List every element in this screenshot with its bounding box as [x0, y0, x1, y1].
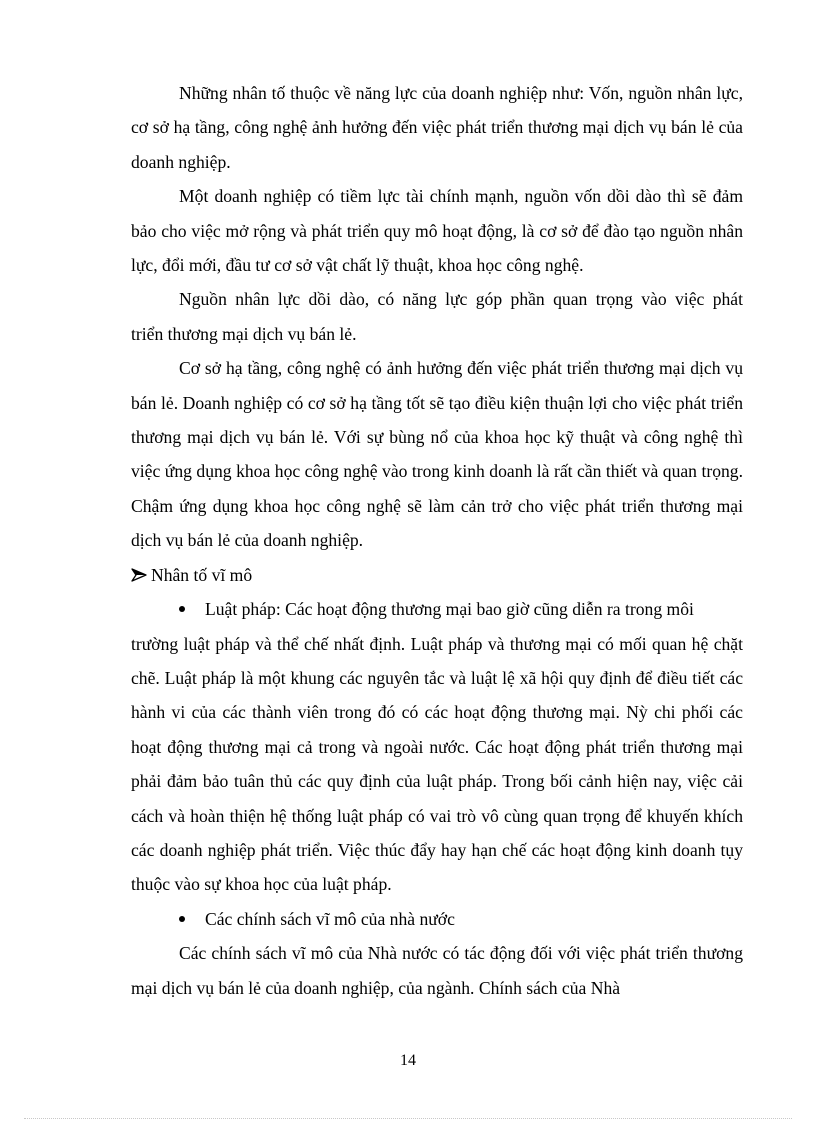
bullet-dot-icon	[179, 916, 185, 922]
page-body	[131, 76, 743, 1005]
bullet-item-law	[131, 592, 743, 902]
paragraph-state-policies: Các chính sách vĩ mô của Nhà nước có tác động đối với việc phát triển thương mại dịch vụ bán lẻ của doanh nghiệp, của ngành. Chính sách của Nhà	[131, 943, 743, 998]
bullet-macro-policies-text: Các chính sách vĩ mô của nhà nước	[205, 908, 455, 929]
bullet-law-first-line: Luật pháp: Các hoạt động thương mại bao giờ cũng diễn ra trong môi	[205, 599, 694, 620]
bullet-law-continuation: trường luật pháp và thể chế nhất định. Luật pháp và thương mại có mối quan hệ chặt chẽ. Luật pháp là một khung các nguyên tắc và luật lệ xã hội quy định để điều tiết các hành vi của các thành viên trong đó có các hoạt động thương mại. Nỳ chi phối các hoạt động thương mại cả trong và ngoài nước. Các hoạt động phát triển thương mại phải đảm bảo tuân thủ các quy định của luật pháp. Trong bối cảnh hiện nay, việc cải cách và hoàn thiện hệ thống luật pháp có vai trò vô cùng quan trọng để khuyến khích các doanh nghiệp phát triển. Việc thúc đẩy hay hạn chế các hoạt động kinh doanh tụy thuộc vào sự khoa học của luật pháp.	[131, 633, 743, 895]
paragraph-infrastructure: Cơ sở hạ tầng, công nghệ có ảnh hưởng đến việc phát triển thương mại dịch vụ bán lẻ. Doanh nghiệp có cơ sở hạ tầng tốt sẽ tạo điều kiện thuận lợi cho việc phát triển thương mại dịch vụ bán lẻ. Với sự bùng nổ của khoa học kỹ thuật và công nghệ thì việc ứng dụng khoa học công nghệ vào trong kinh doanh là rất cần thiết và quan trọng. Chậm ứng dụng khoa học công nghệ sẽ làm cản trở cho việc phát triển thương mại dịch vụ bán lẻ của doanh nghiệp.	[131, 358, 743, 551]
paragraph-financial-potential: Một doanh nghiệp có tiềm lực tài chính mạnh, nguồn vốn dồi dào thì sẽ đảm bảo cho việc mở rộng và phát triển quy mô hoạt động, là cơ sở để đào tạo nguồn nhân lực, đổi mới, đầu tư cơ sở vật chất lỹ thuật, khoa học công nghệ.	[131, 186, 743, 276]
bullet-dot-icon	[179, 606, 185, 612]
footer-dotted-rule	[24, 1118, 792, 1119]
section-heading-text: Nhân tố vĩ mô	[151, 564, 253, 585]
page-number: 14	[400, 1052, 416, 1069]
bullet-first-line	[131, 592, 743, 626]
paragraph-human-resources-line2: triển thương mại dịch vụ bán lẻ.	[131, 323, 357, 344]
paragraph-human-resources-line1: Nguồn nhân lực dồi dào, có năng lực góp phần quan trọng vào việc phát	[179, 289, 743, 310]
paragraph-enterprise-capacity: Những nhân tố thuộc về năng lực của doanh nghiệp như: Vốn, nguồn nhân lực, cơ sở hạ tầng, công nghệ ảnh hưởng đến việc phát triển thương mại dịch vụ bán lẻ của doanh nghiệp.	[131, 83, 743, 172]
arrow-bullet-icon	[131, 568, 147, 582]
bullet-item-macro-policies	[131, 902, 743, 936]
section-heading-macro-factors	[131, 558, 743, 592]
